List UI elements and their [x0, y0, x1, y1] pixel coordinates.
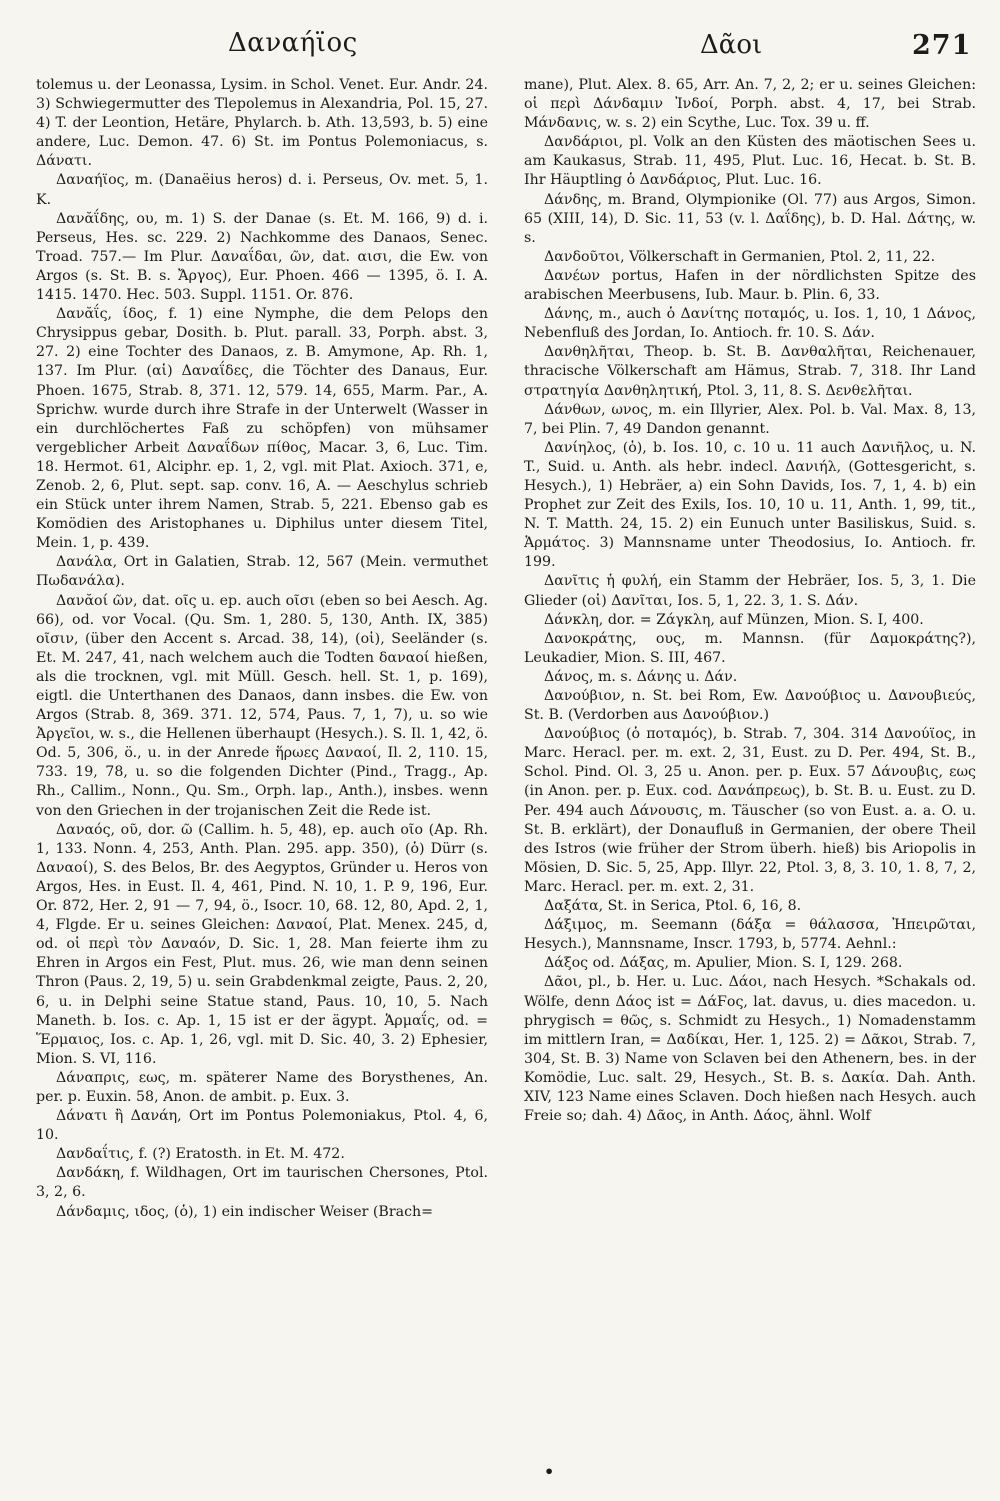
running-head — [0, 22, 1000, 72]
left-column — [36, 76, 488, 1222]
dictionary-entry: mane), Plut. Alex. 8. 65, Arr. An. 7, 2, 2; er u. seines Gleichen: οἱ περὶ Δάνδαμιν Ἰνδοί, Porph. abst. 4, 17, bei Strab. Μάνδανις, w. s. 2) ein Scythe, Luc. Tox. 39 u. ff. — [524, 77, 976, 132]
dictionary-entry: tolemus u. der Leonassa, Lysim. in Schol. Venet. Eur. Andr. 24. 3) Schwiegermutter des Tlepolemus in Alexandria, Pol. 15, 27. 4) T. der Leontion, Hetäre, Phylarch. b. Ath. 13,593, b. 5) eine andere, Luc. Demon. 47. 6) St. im Pontus Polemoniacus, s. Δάνατι. — [36, 77, 488, 170]
dictionary-entry: Δανίηλος, (ὁ), b. Ios. 10, c. 10 u. 11 auch Δανιῆλος, u. N. T., Suid. u. Anth. als hebr. indecl. Δανιήλ, (Gottesgericht, s. Hesych.), 1) Hebräer, a) ein Sohn Davids, Ios. 7, 1, 4. b) ein Prophet zur Zeit des Exils, Ios. 10, 10 u. 11, Anth. 1, 99, tit., N. T. Matth. 24, 15. 2) ein Eunuch unter Basiliskus, Suid. s. Ἁρμάτος. 3) Mannsname unter Theodosius, Io. Antioch. fr. 199. — [524, 439, 976, 571]
dictionary-entry: Δανοκράτης, ους, m. Mannsn. (für Δαμοκράτης?), Leukadier, Mion. S. III, 467. — [524, 630, 976, 666]
dictionary-entry: Δαναήϊος, m. (Danaëius heros) d. i. Perseus, Ov. met. 5, 1. K. — [36, 172, 488, 208]
dictionary-entry: Δάνδαμις, ιδος, (ὁ), 1) ein indischer Weiser (Brach= — [56, 1203, 434, 1220]
dictionary-entry: Δανδοῦτοι, Völkerschaft in Germanien, Ptol. 2, 11, 22. — [544, 248, 936, 265]
dictionary-entry: Δάνθων, ωνος, m. ein Illyrier, Alex. Pol. b. Val. Max. 8, 13, 7, bei Plin. 7, 49 Dandon genannt. — [524, 401, 976, 437]
dictionary-entry: Δανᾰΐς, ίδος, f. 1) eine Nymphe, die dem Pelops den Chrysippus gebar, Dosith. b. Plut. parall. 33, Porph. abst. 3, 27. 2) eine Tochter des Danaos, z. B. Amymone, Ap. Rh. 1, 137. Im Plur. (αἱ) Δαναΐδες, die Töchter des Danaus, Eur. Phoen. 1675, Strab. 8, 371. 12, 579. 14, 655, Marm. Par., A. Sprichw. wurde durch ihre Strafe in der Unterwelt (Wasser in ein durchlöchertes Faß zu schöpfen) von mühsamer vergeblicher Arbeit Δαναΐδων πίθος, Macar. 3, 6, Luc. Tim. 18. Hermot. 61, Alciphr. ep. 1, 2, vgl. mit Plat. Axioch. 371, e, Zenob. 2, 6, Plut. sept. sap. conv. 16, A. — Aeschylus schrieb ein Stück unter ihrem Namen, Strab. 5, 221. Ebenso gab es Komödien des Aristophanes u. Diphilus unter diesem Titel, Mein. 1, p. 439. — [36, 306, 488, 552]
dictionary-entry: Δανούβιος (ὁ ποταμός), b. Strab. 7, 304. 314 Δανούϊος, in Marc. Heracl. per. m. ext. 2, 31, Eust. zu D. Per. 494, St. B., Schol. Pind. Ol. 3, 25 u. Anon. per. p. Eux. 57 Δάνουβις, εως (in Anon. per. p. Eux. cod. Δανάπρεως), b. St. B. u. Eust. zu D. Per. 494 auch Δάνουσις, m. Täuscher (so von Eust. a. a. O. u. St. B. erklärt), der Donaufluß in Germanien, der obere Theil des Istros (wie früher der Strom überh. hieß) bis Ariopolis in Mösien, D. Sic. 5, 25, App. Illyr. 22, Ptol. 3, 8, 3. 10, 1. 8, 7, 2, Marc. Heracl. per. m. ext. 2, 31. — [524, 726, 976, 895]
header-right-word: Δᾶοι — [700, 30, 763, 60]
dictionary-entry: Δάνδης, m. Brand, Olympionike (Ol. 77) aus Argos, Simon. 65 (XIII, 14), D. Sic. 11, 53 (v. l. Δαΐδης), b. D. Hal. Δάτης, w. s. — [524, 191, 976, 246]
dictionary-entry: Δανδάριοι, pl. Volk an den Küsten des mäotischen Sees u. am Kaukasus, Strab. 11, 495, Plut. Luc. 16, Hecat. b. St. B. Ihr Häuptling ὁ Δανδάριος, Plut. Luc. 16. — [524, 134, 976, 189]
dictionary-entry: Δανούβιον, n. St. bei Rom, Ew. Δανούβιος u. Δανουβιεύς, St. B. (Verdorben aus Δανούβιον.) — [524, 688, 976, 724]
footer-mark: • — [544, 1462, 555, 1481]
dictionary-entry: Δάνης, m., auch ὁ Δανίτης ποταμός, u. Ios. 1, 10, 1 Δάνος, Nebenfluß des Jordan, Io. Antioch. fr. 10. S. Δάν. — [524, 306, 976, 342]
dictionary-entry: Δάναπρις, εως, m. späterer Name des Borysthenes, An. per. p. Euxin. 58, Anon. de ambit. p. Eux. 3. — [36, 1069, 488, 1105]
dictionary-entry: Δάξος od. Δάξας, m. Apulier, Mion. S. I, 129. 268. — [544, 955, 903, 972]
dictionary-entry: Δάξιμος, m. Seemann (δάξα = θάλασσα, Ἠπειρῶται, Hesych.), Mannsname, Inscr. 1793, b, 5774. Aehnl.: — [524, 917, 976, 953]
dictionary-entry: Δαναός, οῦ, dor. ῶ (Callim. h. 5, 48), ep. auch οῖο (Ap. Rh. 1, 133. Nonn. 4, 253, Anth. Plan. 295. app. 350), (ὁ) Dürr (s. Δαναοί), S. des Belos, Br. des Aegyptos, Gründer u. Heros von Argos, Hes. in Eust. Il. 4, 461, Pind. N. 10, 1. P. 9, 196, Eur. Or. 872, Her. 2, 91 — 7, 94, ö., Isocr. 10, 68. 12, 80, Apd. 2, 1, 4, Flgde. Er u. seines Gleichen: Δαναοί, Plat. Menex. 245, d, od. οἱ περὶ τὸν Δαναόν, D. Sic. 1, 28. Man feierte ihm zu Ehren in Argos ein Fest, Plut. mus. 26, wie man denn seinen Thron (Paus. 2, 19, 5) u. sein Grabdenkmal zeigte, Paus. 2, 20, 6, u. in Delphi seine Statue stand, Paus. 10, 10, 5. Nach Maneth. b. Ios. c. Ap. 1, 15 ist er der ägypt. Ἁρμαΐς, od. = Ἕρμαιος, Ios. c. Ap. 1, 26, vgl. mit D. Sic. 40, 3. 2) Ephesier, Mion. S. VI, 116. — [36, 821, 488, 1067]
dictionary-entry: Δανᾰοί ῶν, dat. οῖς u. ep. auch οῖσι (eben so bei Aesch. Ag. 66), od. vor Vocal. (Qu. Sm. 1, 280. 5, 130, Anth. IX, 385) οῖσιν, (über den Accent s. Arcad. 38, 14), (οἱ), Seeländer (s. Et. M. 247, 41, nach welchem auch die Todten δαναοί hießen, als die trocknen, vgl. mit Müll. Gesch. hell. St. 1, p. 169), eigtl. die Unterthanen des Danaos, dann insbes. die Ew. von Argos (Strab. 8, 369. 371. 12, 574, Paus. 7, 1, 7), u. so wie Ἀργεῖοι, w. s., die Hellenen überhaupt (Hesych.). S. Il. 1, 42, ö. Od. 5, 306, ö., u. in der Anrede ἥρωες Δαναοί, Il. 2, 110. 15, 733. 19, 78, u. so die folgenden Dichter (Pind., Tragg., Ap. Rh., Callim., Nonn., Qu. Sm., Orph. lap., Anth.), insbes. wenn von den Griechen in der trojanischen Zeit die Rede ist. — [36, 592, 488, 819]
dictionary-entry: Δάνατι ἢ Δανάη, Ort im Pontus Polemoniakus, Ptol. 4, 6, 10. — [36, 1108, 488, 1144]
dictionary-entry: Δανθηλῆται, Theop. b. St. B. Δανθαλῆται, Reichenauer, thracische Völkerschaft am Hämus, Strab. 7, 318. Ihr Land στρατηγία Δανθηλητική, Ptol. 3, 11, 8. S. Δενθελῆται. — [524, 344, 976, 399]
header-left-word: Δαναήϊος — [228, 28, 358, 58]
right-column — [524, 76, 976, 1126]
dictionary-entry: Δανέων portus, Hafen in der nördlichsten Spitze des arabischen Meerbusens, Iub. Maur. b. Plin. 6, 33. — [524, 267, 976, 304]
dictionary-entry: Δανᾰΐδης, ου, m. 1) S. der Danae (s. Et. M. 166, 9) d. i. Perseus, Hes. sc. 229. 2) Nachkomme des Danaos, Senec. Troad. 757.— Im Plur. Δαναΐδαι, ῶν, dat. αισι, die Ew. von Argos (s. St. B. s. Ἄργος), Eur. Phoen. 466 — 1395, ö. I. A. 1415. 1470. Hec. 503. Suppl. 1151. Or. 876. — [36, 210, 488, 304]
dictionary-entry: Δαξάτα, St. in Serica, Ptol. 6, 16, 8. — [544, 898, 802, 915]
dictionary-entry: Δάνος, m. s. Δάνης u. Δάν. — [544, 668, 738, 685]
dictionary-entry: Δανδάκη, f. Wildhagen, Ort im taurischen Chersones, Ptol. 3, 2, 6. — [36, 1165, 488, 1201]
dictionary-entry: Δάνκλη, dor. = Ζάγκλη, auf Münzen, Mion. S. I, 400. — [544, 611, 924, 628]
page-number: 271 — [912, 30, 972, 61]
dictionary-entry: Δανάλα, Ort in Galatien, Strab. 12, 567 (Mein. vermuthet Πωδανάλα). — [36, 554, 488, 590]
dictionary-entry: Δᾶοι, pl., b. Her. u. Luc. Δάοι, nach Hesych. *Schakals od. Wölfe, denn Δάος ist = ΔάϜος, lat. davus, u. dies macedon. u. phrygisch = θῶς, s. Schmidt zu Hesych., 1) Nomadenstamm im mittlern Iran, = Δαδίκαι, Her. 1, 125. 2) = Δᾶκοι, Strab. 7, 304, St. B. 3) Name von Sclaven bei den Athenern, bes. in der Komödie, Luc. salt. 29, Hesych., St. B. s. Δακία. Dah. Anth. XIV, 123 Name eines Sclaven. Doch hießen nach Hesych. auch Freie so; dah. 4) Δᾶος, in Anth. Δάος, ähnl. Wolf — [524, 974, 976, 1125]
dictionary-entry: Δανῖτις ἡ φυλή, ein Stamm der Hebräer, Ios. 5, 3, 1. Die Glieder (οἱ) Δανῖται, Ios. 5, 1, 22. 3, 1. S. Δάν. — [524, 573, 976, 609]
dictionary-entry: Δανδαΐτις, f. (?) Eratosth. in Et. M. 472. — [56, 1146, 345, 1163]
